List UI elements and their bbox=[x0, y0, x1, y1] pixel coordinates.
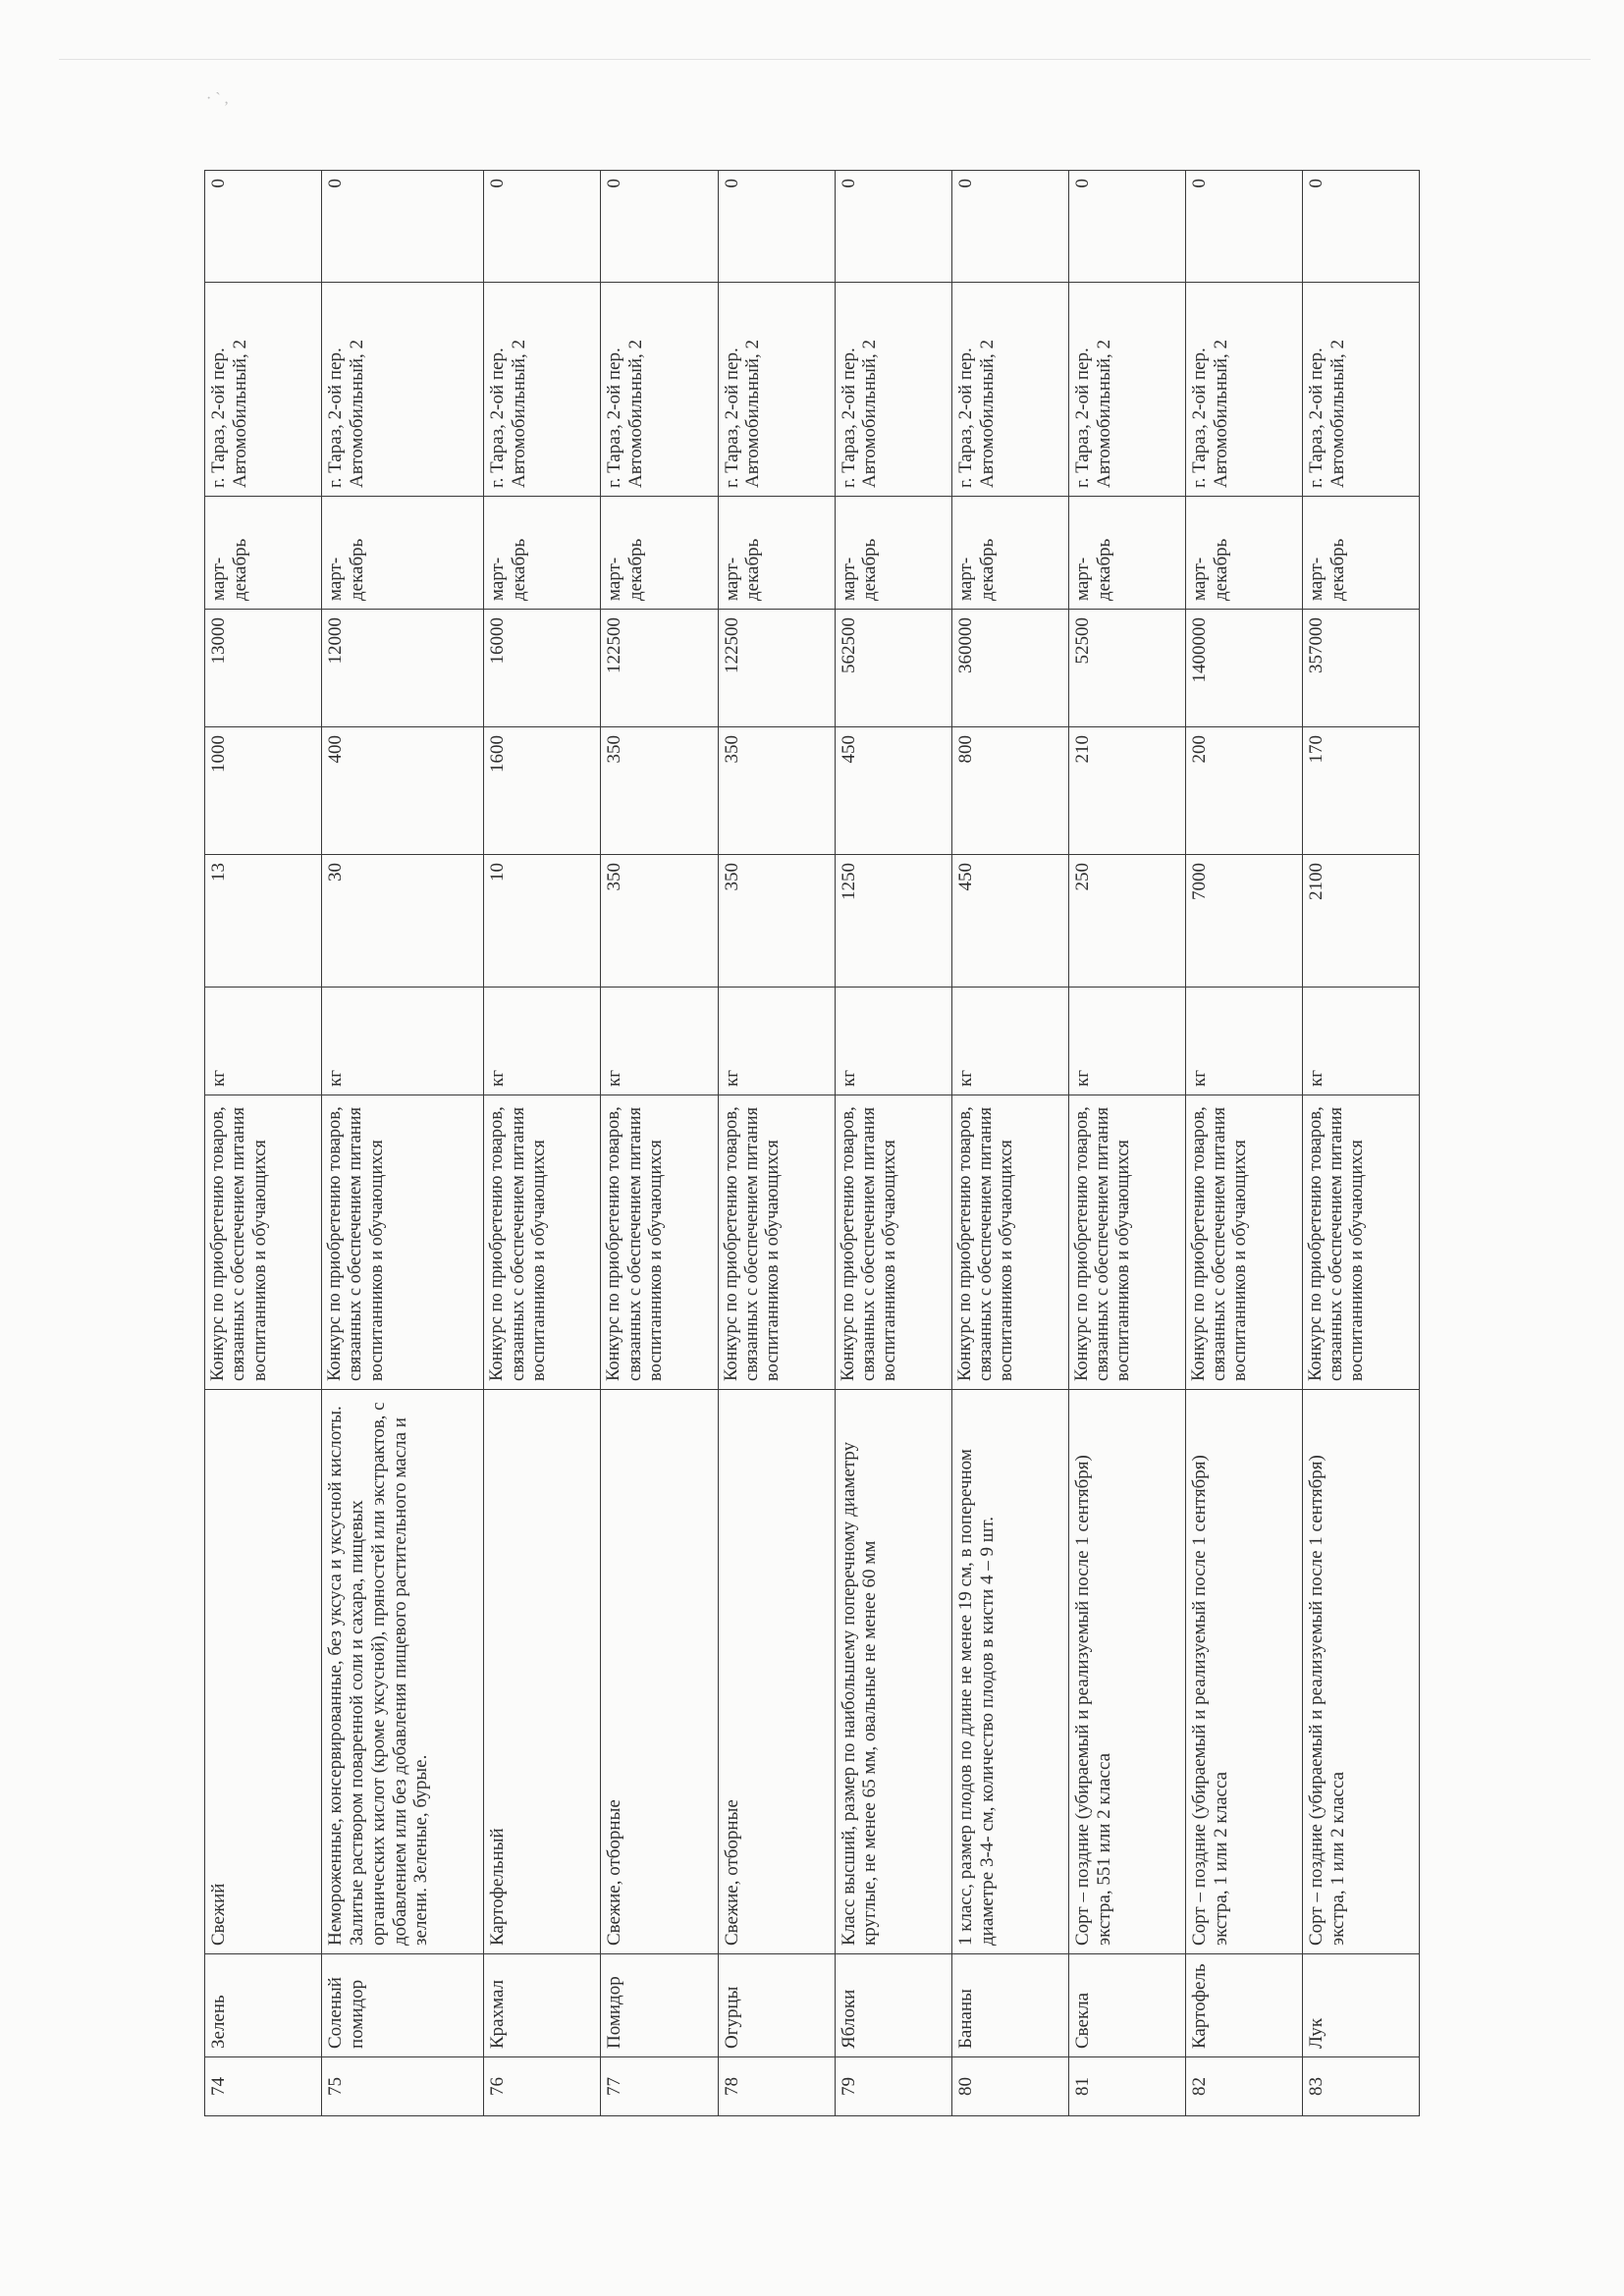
row-number: 75 bbox=[322, 2057, 484, 2116]
product-description: 1 класс, размер плодов по длине не менее 19 см, в поперечном диаметре 3-4- см, количество плодов в кисти 4 – 9 шт. bbox=[951, 1390, 1068, 1954]
delivery-place: г. Тараз, 2-ой пер. Автомобильный, 2 bbox=[484, 283, 601, 497]
product-name: Огурцы bbox=[718, 1954, 835, 2057]
row-number: 76 bbox=[484, 2057, 601, 2116]
delivery-place: г. Тараз, 2-ой пер. Автомобильный, 2 bbox=[205, 283, 322, 497]
quantity: 450 bbox=[951, 855, 1068, 988]
procurement-method: Конкурс по приобретению товаров, связанных с обеспечением питания воспитанников и обучающихся bbox=[1302, 1095, 1419, 1390]
advance-payment: 0 bbox=[1068, 171, 1185, 283]
advance-payment: 0 bbox=[951, 171, 1068, 283]
unit-of-measure: кг bbox=[1185, 988, 1302, 1095]
table-row bbox=[601, 171, 718, 2116]
product-description: Сорт – поздние (убираемый и реализуемый после 1 сентября) экстра, 1 или 2 класса bbox=[1302, 1390, 1419, 1954]
delivery-place: г. Тараз, 2-ой пер. Автомобильный, 2 bbox=[718, 283, 835, 497]
unit-of-measure: кг bbox=[205, 988, 322, 1095]
table-row bbox=[1068, 171, 1185, 2116]
delivery-term: март-декабрь bbox=[1302, 497, 1419, 610]
page-top-line bbox=[59, 59, 1591, 60]
delivery-term: март-декабрь bbox=[322, 497, 484, 610]
delivery-place: г. Тараз, 2-ой пер. Автомобильный, 2 bbox=[951, 283, 1068, 497]
total-amount: 52500 bbox=[1068, 610, 1185, 727]
table-row bbox=[951, 171, 1068, 2116]
unit-price: 210 bbox=[1068, 727, 1185, 855]
product-name: Лук bbox=[1302, 1954, 1419, 2057]
total-amount: 16000 bbox=[484, 610, 601, 727]
unit-of-measure: кг bbox=[1068, 988, 1185, 1095]
row-number: 77 bbox=[601, 2057, 718, 2116]
table-row bbox=[205, 171, 322, 2116]
table-row bbox=[1185, 171, 1302, 2116]
delivery-place: г. Тараз, 2-ой пер. Автомобильный, 2 bbox=[1068, 283, 1185, 497]
advance-payment: 0 bbox=[835, 171, 951, 283]
total-amount: 1400000 bbox=[1185, 610, 1302, 727]
quantity: 10 bbox=[484, 855, 601, 988]
total-amount: 122500 bbox=[718, 610, 835, 727]
delivery-place: г. Тараз, 2-ой пер. Автомобильный, 2 bbox=[1302, 283, 1419, 497]
unit-of-measure: кг bbox=[1302, 988, 1419, 1095]
quantity: 13 bbox=[205, 855, 322, 988]
quantity: 250 bbox=[1068, 855, 1185, 988]
row-number: 80 bbox=[951, 2057, 1068, 2116]
total-amount: 12000 bbox=[322, 610, 484, 727]
advance-payment: 0 bbox=[484, 171, 601, 283]
advance-payment: 0 bbox=[1302, 171, 1419, 283]
product-description: Свежий bbox=[205, 1390, 322, 1954]
row-number: 78 bbox=[718, 2057, 835, 2116]
unit-price: 1600 bbox=[484, 727, 601, 855]
procurement-table bbox=[204, 170, 1420, 2116]
total-amount: 13000 bbox=[205, 610, 322, 727]
delivery-place: г. Тараз, 2-ой пер. Автомобильный, 2 bbox=[322, 283, 484, 497]
product-name: Бананы bbox=[951, 1954, 1068, 2057]
unit-of-measure: кг bbox=[601, 988, 718, 1095]
procurement-method: Конкурс по приобретению товаров, связанных с обеспечением питания воспитанников и обучающихся bbox=[1185, 1095, 1302, 1390]
product-name: Помидор bbox=[601, 1954, 718, 2057]
total-amount: 122500 bbox=[601, 610, 718, 727]
product-description: Свежие, отборные bbox=[718, 1390, 835, 1954]
table-row bbox=[835, 171, 951, 2116]
procurement-method: Конкурс по приобретению товаров, связанных с обеспечением питания воспитанников и обучающихся bbox=[835, 1095, 951, 1390]
product-description: Сорт – поздние (убираемый и реализуемый после 1 сентября) экстра, 1 или 2 класса bbox=[1185, 1390, 1302, 1954]
delivery-place: г. Тараз, 2-ой пер. Автомобильный, 2 bbox=[835, 283, 951, 497]
unit-of-measure: кг bbox=[835, 988, 951, 1095]
unit-price: 400 bbox=[322, 727, 484, 855]
quantity: 1250 bbox=[835, 855, 951, 988]
quantity: 7000 bbox=[1185, 855, 1302, 988]
row-number: 74 bbox=[205, 2057, 322, 2116]
product-description: Сорт – поздние (убираемый и реализуемый после 1 сентября) экстра, 551 или 2 класса bbox=[1068, 1390, 1185, 1954]
unit-of-measure: кг bbox=[718, 988, 835, 1095]
scan-specks: · ` , bbox=[206, 90, 229, 107]
row-number: 82 bbox=[1185, 2057, 1302, 2116]
table-row bbox=[322, 171, 484, 2116]
product-name: Картофель bbox=[1185, 1954, 1302, 2057]
delivery-place: г. Тараз, 2-ой пер. Автомобильный, 2 bbox=[601, 283, 718, 497]
quantity: 350 bbox=[718, 855, 835, 988]
row-number: 79 bbox=[835, 2057, 951, 2116]
quantity: 350 bbox=[601, 855, 718, 988]
table-body bbox=[205, 171, 1420, 2116]
unit-price: 200 bbox=[1185, 727, 1302, 855]
procurement-method: Конкурс по приобретению товаров, связанных с обеспечением питания воспитанников и обучающихся bbox=[205, 1095, 322, 1390]
advance-payment: 0 bbox=[601, 171, 718, 283]
procurement-method: Конкурс по приобретению товаров, связанных с обеспечением питания воспитанников и обучающихся bbox=[718, 1095, 835, 1390]
unit-price: 350 bbox=[718, 727, 835, 855]
procurement-method: Конкурс по приобретению товаров, связанных с обеспечением питания воспитанников и обучающихся bbox=[1068, 1095, 1185, 1390]
rotated-page bbox=[204, 171, 1420, 2116]
advance-payment: 0 bbox=[322, 171, 484, 283]
product-description: Немороженные, консервированные, без уксуса и уксусной кислоты. Залитые раствором поваренной соли и сахара, пищевых органических кислот (кроме уксусной), пряностей или экстрактов, с добавлением или без добавления пищевого растительного масла и зелени. Зеленые, бурые. bbox=[322, 1390, 484, 1954]
total-amount: 360000 bbox=[951, 610, 1068, 727]
unit-price: 1000 bbox=[205, 727, 322, 855]
product-description: Картофельный bbox=[484, 1390, 601, 1954]
product-name: Соленый помидор bbox=[322, 1954, 484, 2057]
row-number: 83 bbox=[1302, 2057, 1419, 2116]
product-description: Свежие, отборные bbox=[601, 1390, 718, 1954]
quantity: 30 bbox=[322, 855, 484, 988]
unit-price: 800 bbox=[951, 727, 1068, 855]
delivery-term: март-декабрь bbox=[1185, 497, 1302, 610]
delivery-term: март-декабрь bbox=[484, 497, 601, 610]
delivery-term: март-декабрь bbox=[951, 497, 1068, 610]
delivery-term: март-декабрь bbox=[835, 497, 951, 610]
advance-payment: 0 bbox=[718, 171, 835, 283]
delivery-term: март-декабрь bbox=[718, 497, 835, 610]
product-description: Класс высший, размер по наибольшему поперечному диаметру круглые, не менее 65 мм, овальные не менее 60 мм bbox=[835, 1390, 951, 1954]
delivery-term: март-декабрь bbox=[1068, 497, 1185, 610]
unit-price: 350 bbox=[601, 727, 718, 855]
quantity: 2100 bbox=[1302, 855, 1419, 988]
table-row bbox=[1302, 171, 1419, 2116]
total-amount: 357000 bbox=[1302, 610, 1419, 727]
advance-payment: 0 bbox=[205, 171, 322, 283]
unit-of-measure: кг bbox=[322, 988, 484, 1095]
unit-price: 170 bbox=[1302, 727, 1419, 855]
unit-of-measure: кг bbox=[951, 988, 1068, 1095]
product-name: Яблоки bbox=[835, 1954, 951, 2057]
product-name: Зелень bbox=[205, 1954, 322, 2057]
advance-payment: 0 bbox=[1185, 171, 1302, 283]
delivery-term: март-декабрь bbox=[205, 497, 322, 610]
delivery-place: г. Тараз, 2-ой пер. Автомобильный, 2 bbox=[1185, 283, 1302, 497]
procurement-method: Конкурс по приобретению товаров, связанных с обеспечением питания воспитанников и обучающихся bbox=[951, 1095, 1068, 1390]
delivery-term: март-декабрь bbox=[601, 497, 718, 610]
total-amount: 562500 bbox=[835, 610, 951, 727]
procurement-method: Конкурс по приобретению товаров, связанных с обеспечением питания воспитанников и обучающихся bbox=[322, 1095, 484, 1390]
table-row bbox=[718, 171, 835, 2116]
unit-of-measure: кг bbox=[484, 988, 601, 1095]
product-name: Свекла bbox=[1068, 1954, 1185, 2057]
unit-price: 450 bbox=[835, 727, 951, 855]
row-number: 81 bbox=[1068, 2057, 1185, 2116]
table-row bbox=[484, 171, 601, 2116]
procurement-method: Конкурс по приобретению товаров, связанных с обеспечением питания воспитанников и обучающихся bbox=[484, 1095, 601, 1390]
product-name: Крахмал bbox=[484, 1954, 601, 2057]
procurement-method: Конкурс по приобретению товаров, связанных с обеспечением питания воспитанников и обучающихся bbox=[601, 1095, 718, 1390]
